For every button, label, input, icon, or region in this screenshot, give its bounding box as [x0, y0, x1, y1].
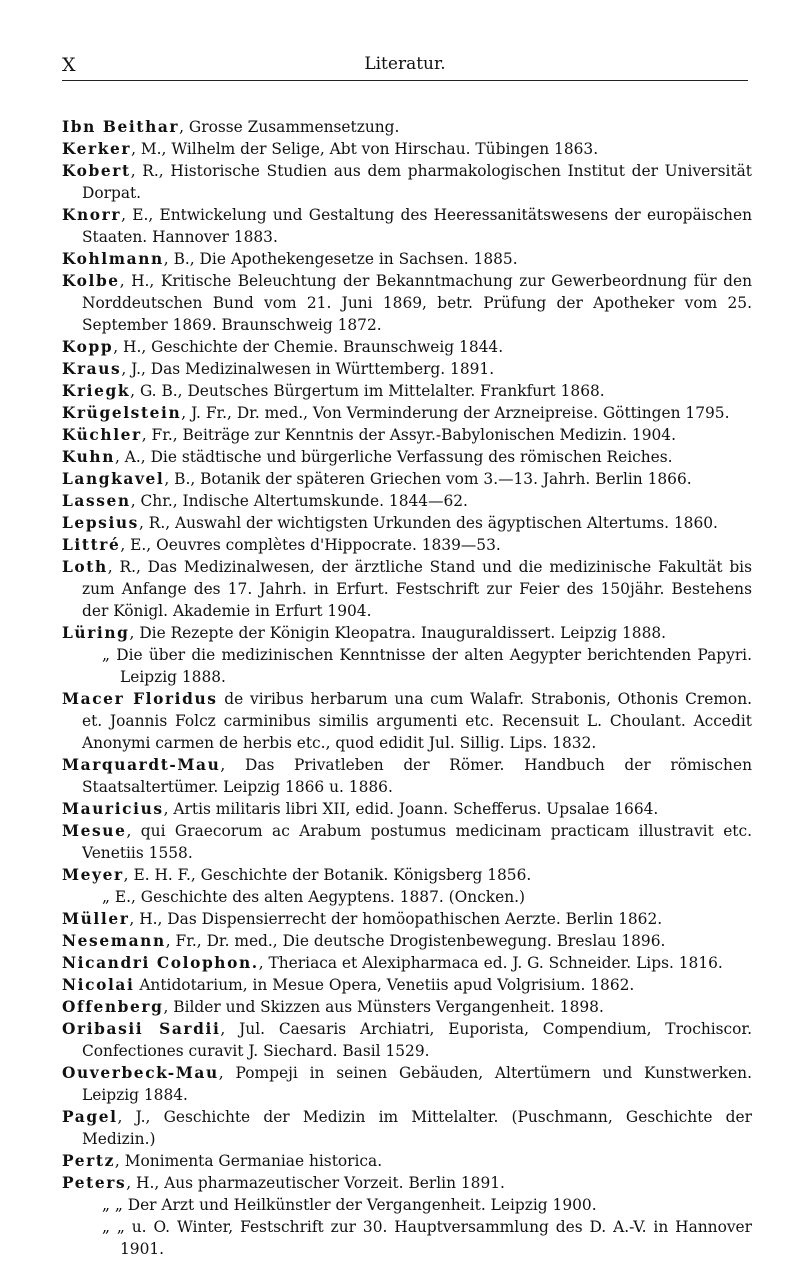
entry-author: Küchler — [62, 426, 142, 444]
bibliography-entry — [62, 644, 752, 688]
entry-text: Antidotarium, in Mesue Opera, Venetiis apud Volgrisium. 1862. — [134, 976, 635, 994]
entry-text: , Pompeji in seinen Gebäuden, Altertümern und Kunstwerken. Leipzig 1884. — [82, 1064, 752, 1104]
bibliography-entry — [62, 336, 752, 358]
entry-text: , Artis militaris libri XII, edid. Joann. Schefferus. Upsalae 1664. — [163, 800, 659, 818]
entry-text: , H., Kritische Beleuchtung der Bekanntmachung zur Gewerbeordnung für den Norddeutschen Bund vom 21. Juni 1869, betr. Prüfung der Apotheker vom 25. September 1869. Braunschweig 1872. — [82, 272, 752, 334]
entry-text: „ „ u. O. Winter, Festschrift zur 30. Hauptversammlung des D. A.-V. in Hannover 1901. — [102, 1218, 752, 1258]
entry-text: de viribus herbarum una cum Walafr. Strabonis, Othonis Cremon. et. Joannis Folcz carminibus similis argumenti etc. Recensuit L. Choulant. Accedit Anonymi carmen de herbis etc., quod edidit Jul. Sillig. Lips. 1832. — [82, 690, 752, 752]
bibliography-entry — [62, 688, 752, 754]
page-header — [62, 54, 748, 84]
entry-text: , B., Die Apothekengesetze in Sachsen. 1885. — [163, 250, 518, 268]
entry-author: Littré — [62, 536, 121, 554]
bibliography-entry — [62, 446, 752, 468]
bibliography-entry — [62, 1216, 752, 1260]
entry-text: , R., Historische Studien aus dem pharmakologischen Institut der Universität Dorpat. — [82, 162, 752, 202]
entry-text: , Grosse Zusammensetzung. — [179, 118, 400, 136]
bibliography-entry — [62, 424, 752, 446]
entry-author: Macer Floridus — [62, 690, 218, 708]
entry-text: , Monimenta Germaniae historica. — [114, 1152, 383, 1170]
entry-text: , J., Das Medizinalwesen in Württemberg. 1891. — [121, 360, 495, 378]
bibliography-entry — [62, 754, 752, 798]
entry-author: Kraus — [62, 360, 122, 378]
entry-text: „ Die über die medizinischen Kenntnisse der alten Aegypter berichtenden Papyri. Leipzig 1888. — [102, 646, 752, 686]
running-title: Literatur. — [364, 54, 446, 74]
bibliography-entry — [62, 820, 752, 864]
entry-text: , E., Entwickelung und Gestaltung des Heeressanitätswesens der europäischen Staaten. Hannover 1883. — [82, 206, 752, 246]
page-number: X — [62, 54, 77, 76]
bibliography-entry — [62, 358, 752, 380]
entry-author: Pagel — [62, 1108, 118, 1126]
entry-author: Krügelstein — [62, 404, 182, 422]
entry-author: Meyer — [62, 866, 124, 884]
bibliography-entry — [62, 996, 752, 1018]
entry-author: Pertz — [62, 1152, 115, 1170]
bibliography-entry — [62, 116, 752, 138]
entry-text: , E. H. F., Geschichte der Botanik. Königsberg 1856. — [123, 866, 532, 884]
bibliography-entry — [62, 1106, 752, 1150]
entry-author: Lüring — [62, 624, 130, 642]
bibliography-entry — [62, 248, 752, 270]
entry-text: , Chr., Indische Altertumskunde. 1844—62. — [130, 492, 468, 510]
entry-text: , H., Das Dispensierrecht der homöopathischen Aerzte. Berlin 1862. — [129, 910, 663, 928]
entry-author: Offenberg — [62, 998, 164, 1016]
entry-author: Mauricius — [62, 800, 164, 818]
entry-author: Kriegk — [62, 382, 131, 400]
entry-author: Peters — [62, 1174, 127, 1192]
entry-text: , Theriaca et Alexipharmaca ed. J. G. Schneider. Lips. 1816. — [258, 954, 723, 972]
entry-author: Loth — [62, 558, 108, 576]
entry-text: , qui Graecorum ac Arabum postumus medicinam practicam illustravit etc. Venetiis 1558. — [82, 822, 752, 862]
bibliography-entry — [62, 1172, 752, 1194]
bibliography-entry — [62, 380, 752, 402]
entry-text: , M., Wilhelm der Selige, Abt von Hirschau. Tübingen 1863. — [131, 140, 599, 158]
entry-author: Nicolai — [62, 976, 135, 994]
bibliography-entry — [62, 138, 752, 160]
entry-text: , Bilder und Skizzen aus Münsters Vergangenheit. 1898. — [163, 998, 604, 1016]
bibliography-entry — [62, 930, 752, 952]
bibliography-entry — [62, 1018, 752, 1062]
entry-text: , Die Rezepte der Königin Kleopatra. Inauguraldissert. Leipzig 1888. — [129, 624, 667, 642]
header-rule — [62, 80, 748, 81]
entry-author: Lassen — [62, 492, 131, 510]
entry-text: , R., Das Medizinalwesen, der ärztliche Stand und die medizinische Fakultät bis zum Anfange des 17. Jahrh. in Erfurt. Festschrift zur Feier des 150jähr. Bestehens der Königl. Akademie in Erfurt 1904. — [82, 558, 752, 620]
bibliography-entry — [62, 402, 752, 424]
entry-author: Kopp — [62, 338, 114, 356]
entry-text: , J., Geschichte der Medizin im Mittelalter. (Puschmann, Geschichte der Medizin.) — [82, 1108, 752, 1148]
entry-author: Nicandri Colophon. — [62, 954, 259, 972]
bibliography-entry — [62, 974, 752, 996]
entry-author: Kuhn — [62, 448, 116, 466]
entry-author: Kolbe — [62, 272, 120, 290]
entry-author: Kobert — [62, 162, 131, 180]
bibliography-list — [62, 116, 752, 1260]
entry-text: , Das Privatleben der Römer. Handbuch der römischen Staatsaltertümer. Leipzig 1866 u. 1886. — [82, 756, 752, 796]
bibliography-entry — [62, 160, 752, 204]
bibliography-entry — [62, 270, 752, 336]
bibliography-entry — [62, 622, 752, 644]
entry-author: Oribasii Sardii — [62, 1020, 221, 1038]
bibliography-entry — [62, 886, 752, 908]
entry-author: Lepsius — [62, 514, 139, 532]
entry-text: , J. Fr., Dr. med., Von Verminderung der Arzneipreise. Göttingen 1795. — [181, 404, 730, 422]
bibliography-entry — [62, 1062, 752, 1106]
entry-text: , B., Botanik der späteren Griechen vom 3.—13. Jahrh. Berlin 1866. — [164, 470, 692, 488]
bibliography-entry — [62, 798, 752, 820]
bibliography-entry — [62, 468, 752, 490]
entry-text: , H., Geschichte der Chemie. Braunschweig 1844. — [113, 338, 504, 356]
entry-author: Mesue — [62, 822, 127, 840]
entry-author: Ibn Beithar — [62, 118, 180, 136]
bibliography-entry — [62, 952, 752, 974]
bibliography-entry — [62, 1194, 752, 1216]
entry-author: Langkavel — [62, 470, 165, 488]
entry-text: , G. B., Deutsches Bürgertum im Mittelalter. Frankfurt 1868. — [130, 382, 605, 400]
entry-text: , Fr., Dr. med., Die deutsche Drogistenbewegung. Breslau 1896. — [165, 932, 666, 950]
bibliography-entry — [62, 512, 752, 534]
entry-text: , H., Aus pharmazeutischer Vorzeit. Berlin 1891. — [126, 1174, 505, 1192]
entry-author: Kerker — [62, 140, 132, 158]
entry-author: Müller — [62, 910, 130, 928]
entry-author: Ouverbeck-Mau — [62, 1064, 219, 1082]
entry-author: Kohlmann — [62, 250, 164, 268]
bibliography-entry — [62, 908, 752, 930]
bibliography-entry — [62, 490, 752, 512]
entry-text: , Jul. Caesaris Archiatri, Euporista, Compendium, Trochiscor. Confectiones curavit J. Siechard. Basil 1529. — [82, 1020, 752, 1060]
bibliography-entry — [62, 204, 752, 248]
bibliography-entry — [62, 864, 752, 886]
bibliography-entry — [62, 534, 752, 556]
entry-text: , E., Oeuvres complètes d'Hippocrate. 1839—53. — [120, 536, 501, 554]
entry-author: Marquardt-Mau — [62, 756, 221, 774]
bibliography-entry — [62, 1150, 752, 1172]
entry-text: „ „ Der Arzt und Heilkünstler der Vergangenheit. Leipzig 1900. — [102, 1196, 597, 1214]
entry-author: Knorr — [62, 206, 122, 224]
entry-text: , Fr., Beiträge zur Kenntnis der Assyr.-Babylonischen Medizin. 1904. — [141, 426, 676, 444]
entry-text: , R., Auswahl der wichtigsten Urkunden des ägyptischen Altertums. 1860. — [138, 514, 718, 532]
entry-text: „ E., Geschichte des alten Aegyptens. 1887. (Oncken.) — [102, 888, 526, 906]
entry-text: , A., Die städtische und bürgerliche Verfassung des römischen Reiches. — [115, 448, 673, 466]
entry-author: Nesemann — [62, 932, 166, 950]
bibliography-entry — [62, 556, 752, 622]
